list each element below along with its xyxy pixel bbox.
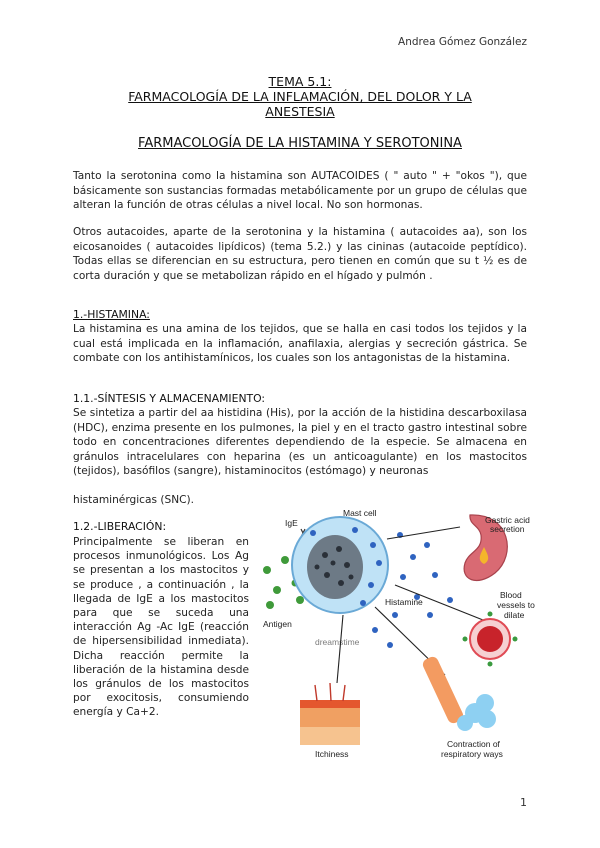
histamine-release-figure	[255, 505, 535, 765]
author-name: Andrea Gómez González	[398, 36, 527, 48]
gastric-label-2: secretion	[490, 524, 525, 534]
respiratory-ways-icon	[421, 655, 496, 731]
section-1-1-heading: 1.1.-SÍNTESIS Y ALMACENAMIENTO:	[73, 392, 266, 405]
histamine-label: Histamine	[385, 597, 423, 607]
intro-paragraph-2: Otros autacoides, aparte de la serotonina y la histamina ( autacoides aa), son los eicosanoides ( autacoides lipídicos) (tema 5.2.) y las cininas (autacoide peptídico). Todas ellas se diferencian en su estructura, pero tienen en común que su t ½ es de corta duración y que se metabolizan rápido en el hígado y pulmón .	[73, 226, 527, 282]
itchiness-label: Itchiness	[315, 749, 349, 759]
section-1-heading: 1.-HISTAMINA:	[73, 308, 150, 321]
blood-label-2: vessels to	[497, 600, 535, 610]
skin-icon	[300, 683, 360, 745]
ige-label: IgE	[285, 518, 298, 528]
section-1-1-tail: histaminérgicas (SNC).	[73, 494, 195, 506]
page-number: 1	[520, 796, 527, 809]
title-topic: TEMA 5.1:	[268, 74, 332, 89]
antigen-label: Antigen	[263, 619, 292, 629]
blood-label-1: Blood	[500, 590, 522, 600]
intro-paragraph-1: Tanto la serotonina como la histamina son AUTACOIDES ( " auto " + "okos "), que básicamente son sustancias formadas metabólicamente por un grupo de células que alteran la función de otras células a nivel local. No son hormonas.	[73, 170, 527, 211]
mast-cell-label: Mast cell	[343, 508, 377, 518]
gastric-label-1: Gastric acid	[485, 515, 530, 525]
title-line-2: FARMACOLOGÍA DE LA INFLAMACIÓN, DEL DOLOR Y LA	[128, 89, 472, 104]
section-1-text: La histamina es una amina de los tejidos, que se halla en casi todos los tejidos y la cual está implicada en la inflamación, anafilaxia, alergias y secreción gástrica. Se combate con los antihistamínicos, los cuales son los antagonistas de la histamina.	[73, 323, 527, 364]
section-1-2-text: Principalmente se liberan en procesos inmunológicos. Los Ag se presentan a los mastocitos y se produce , a continuación , la llegada de IgE a los mastocitos para que se suceda una interacción Ag -Ac IgE (reacción de hipersensibilidad inmediata). Dicha reacción permite la liberación de la histamina desde los gránulos de los mastocitos por exocitosis, consumiendo energía y Ca+2.	[73, 536, 249, 719]
mast-cell	[292, 517, 388, 613]
contraction-label-1: Contraction of	[447, 739, 500, 749]
blood-label-3: dilate	[504, 610, 525, 620]
section-1-1-text: Se sintetiza a partir del aa histidina (His), por la acción de la histidina descarboxilasa (HDC), enzima presente en los pulmones, la piel y en el tracto gastro intestinal sobre todo en concentraciones diferentes dependiendo de la especie. Se almacena en gránulos intracelulares con heparina (es un anticoagulante) en los mastocitos (tejidos), basófilos (sangre), histaminocitos (estómago) y neuronas	[73, 407, 527, 477]
contraction-label-2: respiratory ways	[441, 749, 503, 759]
section-1-2-heading: 1.2.-LIBERACIÓN:	[73, 520, 167, 533]
title-line-3: ANESTESIA	[265, 104, 335, 119]
subtitle: FARMACOLOGÍA DE LA HISTAMINA Y SEROTONINA	[138, 136, 462, 151]
watermark: dreamstime	[315, 637, 360, 647]
